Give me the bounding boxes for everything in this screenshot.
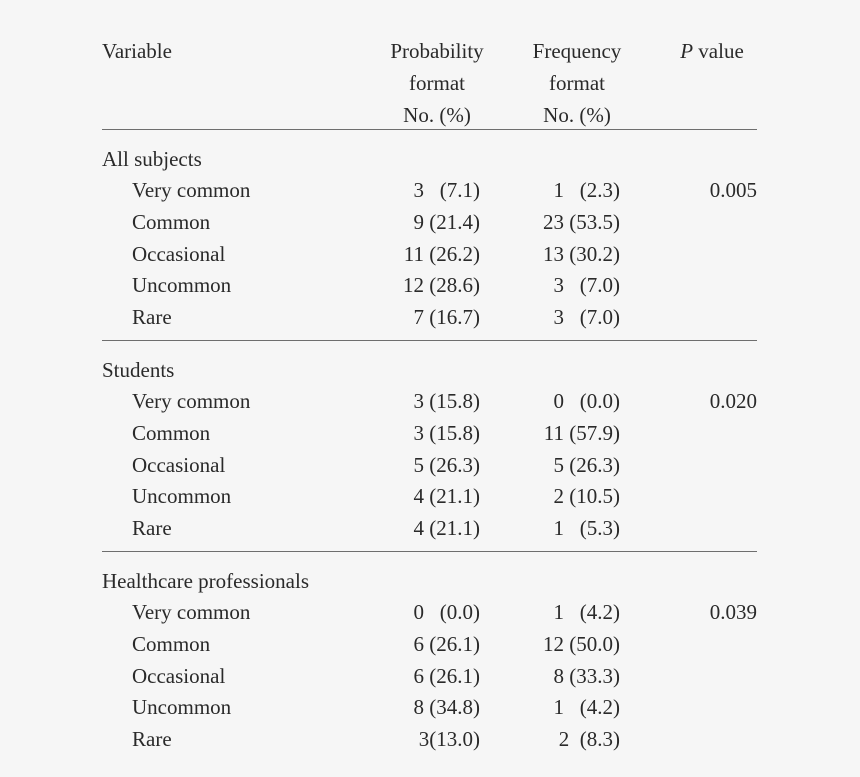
table-row xyxy=(102,270,757,302)
probability-cell: 12 (28.6) xyxy=(403,273,480,298)
probability-cell: 8 (34.8) xyxy=(413,695,480,720)
row-label: Uncommon xyxy=(132,695,232,720)
table-header xyxy=(102,32,757,130)
table-row xyxy=(102,724,757,756)
frequency-cell: 0 (0.0) xyxy=(553,388,620,413)
table-row xyxy=(102,302,757,334)
probability-cell: 3 (15.8) xyxy=(413,420,480,445)
frequency-cell: 5 (26.3) xyxy=(553,452,620,477)
table-group xyxy=(102,341,757,552)
table-row xyxy=(102,513,757,545)
table-body xyxy=(102,130,757,756)
p-value-column-header: P value xyxy=(680,39,744,63)
probability-cell: 0 (0.0) xyxy=(413,599,480,624)
table-row xyxy=(102,481,757,513)
row-label: Very common xyxy=(132,599,251,624)
probability-cell: 3(13.0) xyxy=(418,727,480,752)
group-title: Students xyxy=(102,357,175,382)
table-group xyxy=(102,130,757,341)
table-row xyxy=(102,661,757,693)
probability-cell: 4 (21.1) xyxy=(413,516,480,541)
table-row xyxy=(102,386,757,418)
table-row xyxy=(102,692,757,724)
probability-column-header: Probability format No. (%) xyxy=(390,39,484,127)
frequency-column-header: Frequency format No. (%) xyxy=(532,39,622,127)
row-label: Common xyxy=(132,209,211,234)
frequency-cell: 13 (30.2) xyxy=(543,241,620,266)
probability-cell: 3 (7.1) xyxy=(413,178,480,202)
row-label: Rare xyxy=(132,516,172,541)
frequency-cell: 1 (4.2) xyxy=(553,695,620,720)
frequency-cell: 2 (8.3) xyxy=(558,727,620,752)
table-row xyxy=(102,418,757,450)
probability-cell: 3 (15.8) xyxy=(413,388,480,413)
frequency-cell: 23 (53.5) xyxy=(543,209,620,234)
group-title: All subjects xyxy=(102,147,202,171)
table-row xyxy=(102,239,757,271)
row-label: Occasional xyxy=(132,663,226,688)
probability-cell: 6 (26.1) xyxy=(413,631,480,656)
row-label: Very common xyxy=(132,178,251,202)
group-title: Healthcare professionals xyxy=(102,568,309,593)
p-value-cell: 0.020 xyxy=(709,388,757,413)
frequency-cell: 11 (57.9) xyxy=(543,420,620,445)
frequency-cell: 1 (5.3) xyxy=(553,516,620,541)
row-label: Uncommon xyxy=(132,484,232,509)
table-group xyxy=(102,552,757,756)
p-value-cell: 0.005 xyxy=(709,178,757,202)
frequency-cell: 1 (4.2) xyxy=(553,599,620,624)
p-value-cell: 0.039 xyxy=(709,599,757,624)
probability-cell: 7 (16.7) xyxy=(413,305,480,330)
row-label: Common xyxy=(132,420,211,445)
results-table xyxy=(102,32,757,762)
row-label: Occasional xyxy=(132,452,226,477)
frequency-cell: 8 (33.3) xyxy=(553,663,620,688)
probability-cell: 9 (21.4) xyxy=(413,209,480,234)
table-row xyxy=(102,175,757,207)
row-label: Rare xyxy=(132,305,172,330)
probability-cell: 11 (26.2) xyxy=(403,241,480,266)
frequency-cell: 2 (10.5) xyxy=(553,484,620,509)
row-label: Uncommon xyxy=(132,273,232,298)
frequency-cell: 1 (2.3) xyxy=(553,178,620,202)
frequency-cell: 3 (7.0) xyxy=(553,305,620,330)
probability-cell: 6 (26.1) xyxy=(413,663,480,688)
row-label: Occasional xyxy=(132,241,226,266)
probability-cell: 4 (21.1) xyxy=(413,484,480,509)
row-label: Rare xyxy=(132,727,172,752)
frequency-cell: 3 (7.0) xyxy=(553,273,620,298)
probability-cell: 5 (26.3) xyxy=(413,452,480,477)
table-row xyxy=(102,597,757,629)
table-row xyxy=(102,629,757,661)
frequency-cell: 12 (50.0) xyxy=(543,631,620,656)
row-label: Very common xyxy=(132,388,251,413)
variable-column-header: Variable xyxy=(102,39,172,63)
table-row xyxy=(102,207,757,239)
row-label: Common xyxy=(132,631,211,656)
table-row xyxy=(102,450,757,482)
